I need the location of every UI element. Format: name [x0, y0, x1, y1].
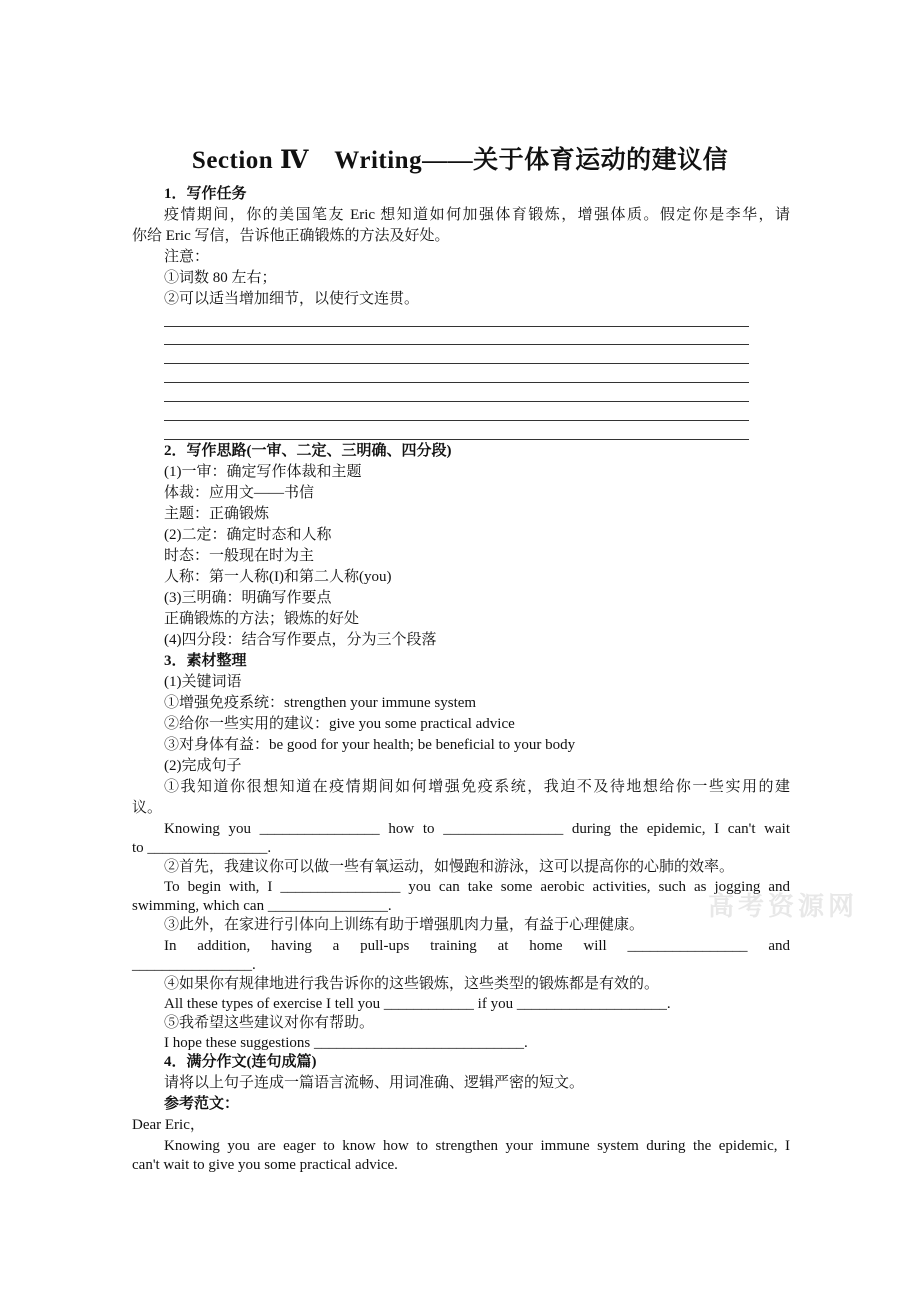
- answer-line[interactable]: [164, 326, 749, 327]
- answer-line[interactable]: [164, 382, 749, 383]
- sentence-prompt-1-cont: 议。: [132, 800, 163, 816]
- key-phrase: ③对身体有益：be good for your health; be beneficial to your body: [164, 737, 576, 753]
- answer-line[interactable]: [164, 420, 749, 421]
- answer-line[interactable]: [164, 363, 749, 364]
- outline-line: 时态：一般现在时为主: [164, 548, 315, 564]
- sentence-prompt-2: ②首先，我建议你可以做一些有氧运动，如慢跑和游泳，这可以提高你的心肺的效率。: [164, 859, 735, 875]
- subsection-key-phrases: (1)关键词语: [164, 674, 242, 690]
- task-text-line-1: 疫情期间，你的美国笔友 Eric 想知道如何加强体育锻炼，增强体质。假定你是李华，请: [164, 207, 790, 223]
- task-text-line-2: 你给 Eric 写信，告诉他正确锻炼的方法及好处。: [132, 228, 450, 244]
- sentence-blank-3[interactable]: In addition, having a pull-ups training at home will ________________ and: [164, 938, 790, 954]
- sentence-blank-1[interactable]: Knowing you ________________ how to ________________ during the epidemic, I can't wait: [164, 821, 790, 837]
- sentence-blank-5[interactable]: I hope these suggestions ____________________________.: [164, 1035, 528, 1051]
- letter-body-line-2: can't wait to give you some practical advice.: [132, 1157, 398, 1173]
- essay-instruction: 请将以上句子连成一篇语言流畅、用词准确、逻辑严密的短文。: [164, 1075, 585, 1091]
- note-item-1: ①词数 80 左右；: [164, 270, 277, 286]
- letter-greeting: Dear Eric，: [132, 1117, 205, 1133]
- sample-label: 参考范文：: [164, 1096, 240, 1112]
- page-title: Section Ⅳ Writing——关于体育运动的建议信: [191, 147, 729, 174]
- outline-line: 正确锻炼的方法；锻炼的好处: [164, 611, 360, 627]
- sentence-prompt-4: ④如果你有规律地进行我告诉你的这些锻炼，这些类型的锻炼都是有效的。: [164, 976, 660, 992]
- answer-line[interactable]: [164, 401, 749, 402]
- outline-line: 人称：第一人称(I)和第二人称(you): [164, 569, 392, 585]
- sentence-prompt-1: ①我知道你很想知道在疫情期间如何增强免疫系统，我迫不及待地想给你一些实用的建: [164, 779, 790, 795]
- answer-line[interactable]: [164, 344, 749, 345]
- sentence-blank-1-cont[interactable]: to ________________.: [132, 840, 272, 856]
- sentence-blank-2[interactable]: To begin with, I ________________ you can take some aerobic activities, such as jogging and: [164, 879, 790, 895]
- subsection-complete-sentences: (2)完成句子: [164, 758, 242, 774]
- section-4-heading: 4．满分作文(连句成篇): [164, 1054, 317, 1070]
- outline-line: 体裁：应用文——书信: [164, 485, 315, 501]
- sentence-blank-2-cont[interactable]: swimming, which can ________________.: [132, 898, 392, 914]
- key-phrase: ②给你一些实用的建议：give you some practical advice: [164, 716, 515, 732]
- section-3-heading: 3．素材整理: [164, 653, 247, 669]
- sentence-prompt-3: ③此外，在家进行引体向上训练有助于增强肌肉力量，有益于心理健康。: [164, 917, 645, 933]
- letter-body-line-1: Knowing you are eager to know how to strengthen your immune system during the epidemic, I: [164, 1138, 790, 1154]
- section-1-heading: 1．写作任务: [164, 186, 247, 202]
- outline-line: 主题：正确锻炼: [164, 506, 270, 522]
- key-phrase: ①增强免疫系统：strengthen your immune system: [164, 695, 477, 711]
- sentence-blank-4[interactable]: All these types of exercise I tell you ____________ if you ____________________.: [164, 996, 671, 1012]
- sentence-prompt-5: ⑤我希望这些建议对你有帮助。: [164, 1015, 375, 1031]
- outline-line: (1)一审：确定写作体裁和主题: [164, 464, 362, 480]
- note-item-2: ②可以适当增加细节，以使行文连贯。: [164, 291, 420, 307]
- watermark: 高考资源网: [708, 892, 859, 922]
- outline-line: (2)二定：确定时态和人称: [164, 527, 332, 543]
- outline-line: (4)四分段：结合写作要点，分为三个段落: [164, 632, 437, 648]
- note-label: 注意：: [164, 249, 210, 265]
- section-2-heading: 2．写作思路(一审、二定、三明确、四分段): [164, 443, 452, 459]
- answer-line[interactable]: [164, 439, 749, 440]
- outline-line: (3)三明确：明确写作要点: [164, 590, 332, 606]
- sentence-blank-3-cont[interactable]: ________________.: [132, 957, 256, 973]
